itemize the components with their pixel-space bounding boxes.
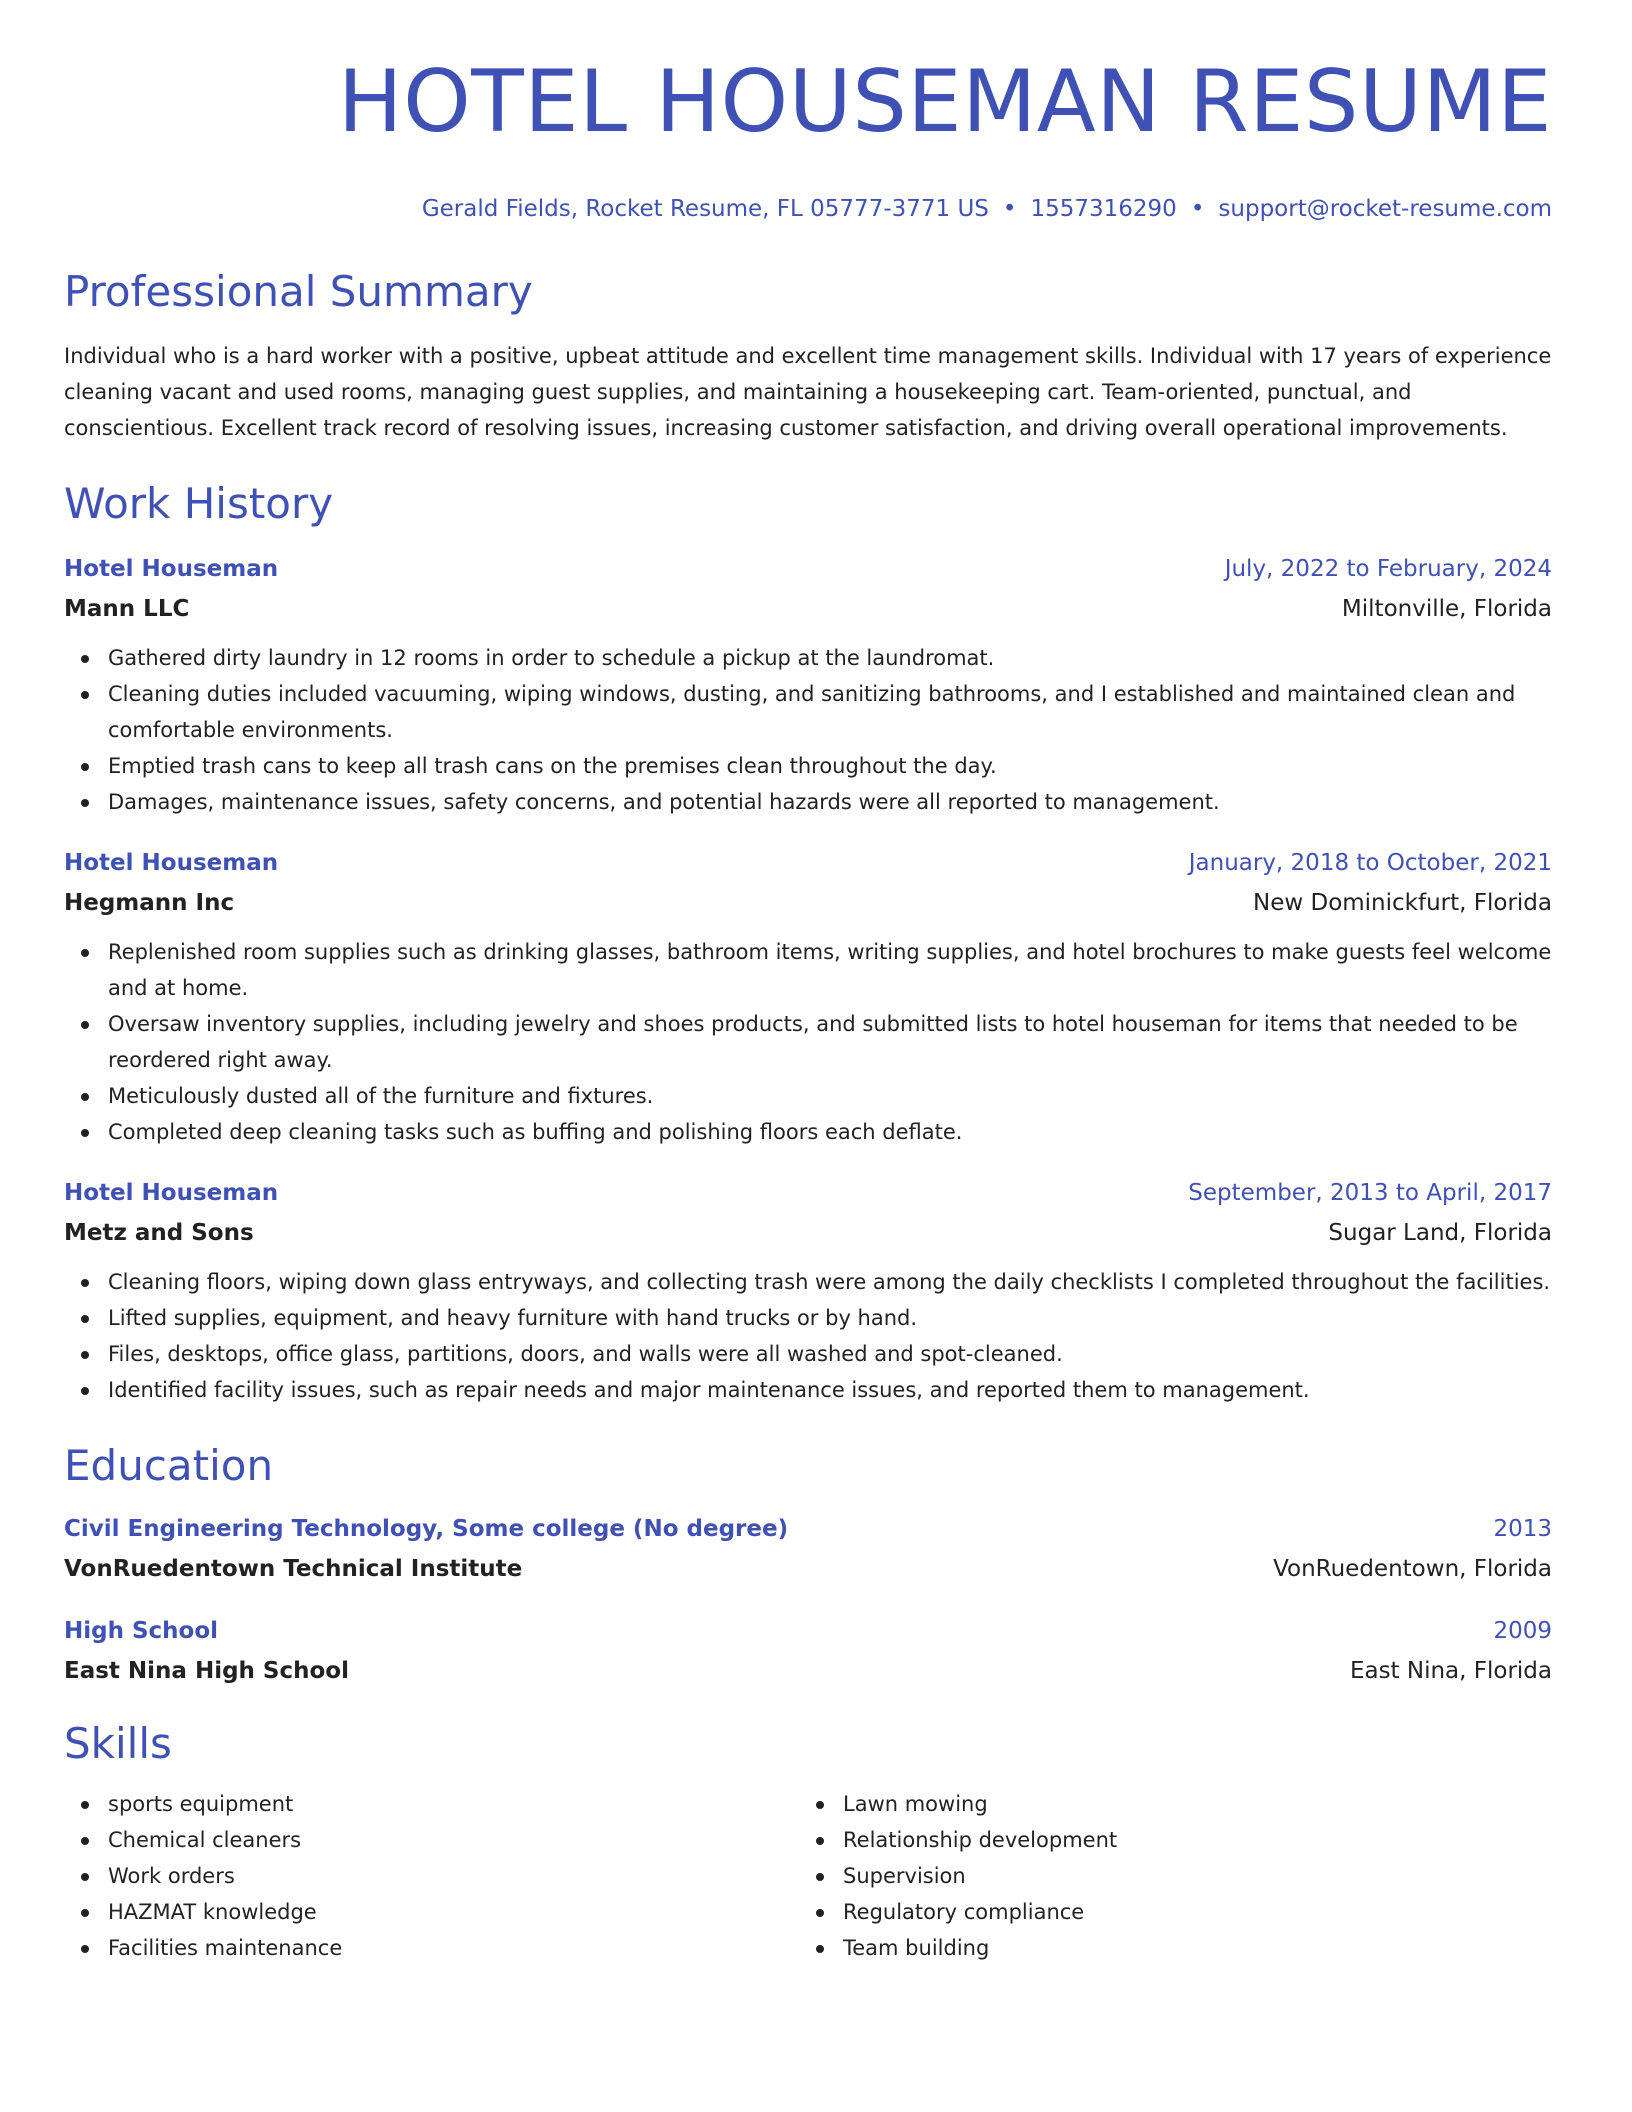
job-bullet: Completed deep cleaning tasks such as buffing and polishing floors each deflate.: [64, 1114, 1552, 1150]
skill-item: Relationship development: [799, 1822, 1534, 1858]
skills-column-right: [799, 1786, 1534, 1966]
job-company: Mann LLC: [64, 596, 190, 622]
job-location: Miltonville, Florida: [1341, 596, 1552, 622]
skills-list: [64, 1786, 799, 1966]
work-history-section: [64, 478, 1552, 1408]
education-school-row: [64, 1546, 1552, 1586]
education-section: [64, 1440, 1552, 1688]
skill-item: sports equipment: [64, 1786, 799, 1822]
job-bullet: Lifted supplies, equipment, and heavy furniture with hand trucks or by hand.: [64, 1300, 1552, 1336]
summary-section: [64, 266, 1552, 446]
job-company: Hegmann Inc: [64, 890, 235, 916]
contact-phone: 1557316290: [1030, 196, 1177, 222]
job-dates: July, 2022 to February, 2024: [1224, 556, 1552, 582]
job-bullet: Gathered dirty laundry in 12 rooms in order to schedule a pickup at the laundromat.: [64, 640, 1552, 676]
contact-separator: •: [1002, 196, 1017, 222]
job-dates: September, 2013 to April, 2017: [1188, 1180, 1552, 1206]
education-location: East Nina, Florida: [1349, 1658, 1552, 1684]
job-company-row: [64, 586, 1552, 626]
job-company: Metz and Sons: [64, 1220, 254, 1246]
job-bullet: Meticulously dusted all of the furniture and fixtures.: [64, 1078, 1552, 1114]
education-degree: Civil Engineering Technology, Some college (No degree): [64, 1516, 789, 1542]
education-header-row: [64, 1614, 1552, 1648]
job-title: Hotel Houseman: [64, 850, 279, 876]
job-bullet: Files, desktops, office glass, partitions, doors, and walls were all washed and spot-cleaned.: [64, 1336, 1552, 1372]
skills-grid: [64, 1786, 1552, 1966]
skill-item: HAZMAT knowledge: [64, 1894, 799, 1930]
job-bullet: Identified facility issues, such as repair needs and major maintenance issues, and reported them to management.: [64, 1372, 1552, 1408]
skill-item: Lawn mowing: [799, 1786, 1534, 1822]
education-year: 2013: [1493, 1516, 1552, 1542]
skills-column-left: [64, 1786, 799, 1966]
job-location: New Dominickfurt, Florida: [1253, 890, 1552, 916]
job-header-row: [64, 1176, 1552, 1210]
job-entry: [64, 552, 1552, 820]
skill-item: Supervision: [799, 1858, 1534, 1894]
job-location: Sugar Land, Florida: [1328, 1220, 1552, 1246]
education-year: 2009: [1493, 1618, 1552, 1644]
work-history-heading: Work History: [64, 479, 334, 528]
education-heading: Education: [64, 1441, 274, 1490]
education-school-row: [64, 1648, 1552, 1688]
job-title: Hotel Houseman: [64, 1180, 279, 1206]
job-entry: [64, 1176, 1552, 1408]
summary-heading: Professional Summary: [64, 267, 533, 316]
job-entry: [64, 846, 1552, 1150]
education-school: VonRuedentown Technical Institute: [64, 1556, 523, 1582]
job-bullet: Cleaning duties included vacuuming, wiping windows, dusting, and sanitizing bathrooms, and I established and maintained clean and comfortable environments.: [64, 676, 1552, 748]
job-bullets: [64, 640, 1552, 820]
job-bullet: Damages, maintenance issues, safety concerns, and potential hazards were all reported to management.: [64, 784, 1552, 820]
contact-email: support@rocket-resume.com: [1218, 196, 1552, 222]
skills-section: [64, 1718, 1552, 1966]
skill-item: Team building: [799, 1930, 1534, 1966]
summary-text: Individual who is a hard worker with a positive, upbeat attitude and excellent time management skills. Individual with 17 years of experience cleaning vacant and used rooms, managing guest supplies, and maintaining a housekeeping cart. Team-oriented, punctual, and conscientious. Excellent track record of resolving issues, increasing customer satisfaction, and driving overall operational improvements.: [64, 344, 1552, 440]
contact-line: [64, 192, 1552, 226]
job-company-row: [64, 1210, 1552, 1250]
job-bullet: Oversaw inventory supplies, including jewelry and shoes products, and submitted lists to hotel houseman for items that needed to be reordered right away.: [64, 1006, 1552, 1078]
contact-address: Gerald Fields, Rocket Resume, FL 05777-3771 US: [421, 196, 989, 222]
job-title: Hotel Houseman: [64, 556, 279, 582]
job-dates: January, 2018 to October, 2021: [1188, 850, 1552, 876]
job-header-row: [64, 846, 1552, 880]
resume-title: HOTEL HOUSEMAN RESUME: [337, 52, 1552, 152]
education-school: East Nina High School: [64, 1658, 349, 1684]
skill-item: Work orders: [64, 1858, 799, 1894]
skill-item: Facilities maintenance: [64, 1930, 799, 1966]
education-entry: [64, 1512, 1552, 1586]
job-bullet: Replenished room supplies such as drinking glasses, bathroom items, writing supplies, and hotel brochures to make guests feel welcome and at home.: [64, 934, 1552, 1006]
job-header-row: [64, 552, 1552, 586]
education-degree: High School: [64, 1618, 219, 1644]
skill-item: Regulatory compliance: [799, 1894, 1534, 1930]
education-header-row: [64, 1512, 1552, 1546]
skill-item: Chemical cleaners: [64, 1822, 799, 1858]
education-location: VonRuedentown, Florida: [1273, 1556, 1552, 1582]
job-bullets: [64, 1264, 1552, 1408]
skills-list: [799, 1786, 1534, 1966]
job-bullets: [64, 934, 1552, 1150]
education-entry: [64, 1614, 1552, 1688]
skills-heading: Skills: [64, 1719, 172, 1768]
job-bullet: Cleaning floors, wiping down glass entryways, and collecting trash were among the daily checklists I completed throughout the facilities.: [64, 1264, 1552, 1300]
job-bullet: Emptied trash cans to keep all trash cans on the premises clean throughout the day.: [64, 748, 1552, 784]
job-company-row: [64, 880, 1552, 920]
contact-separator: •: [1190, 196, 1205, 222]
